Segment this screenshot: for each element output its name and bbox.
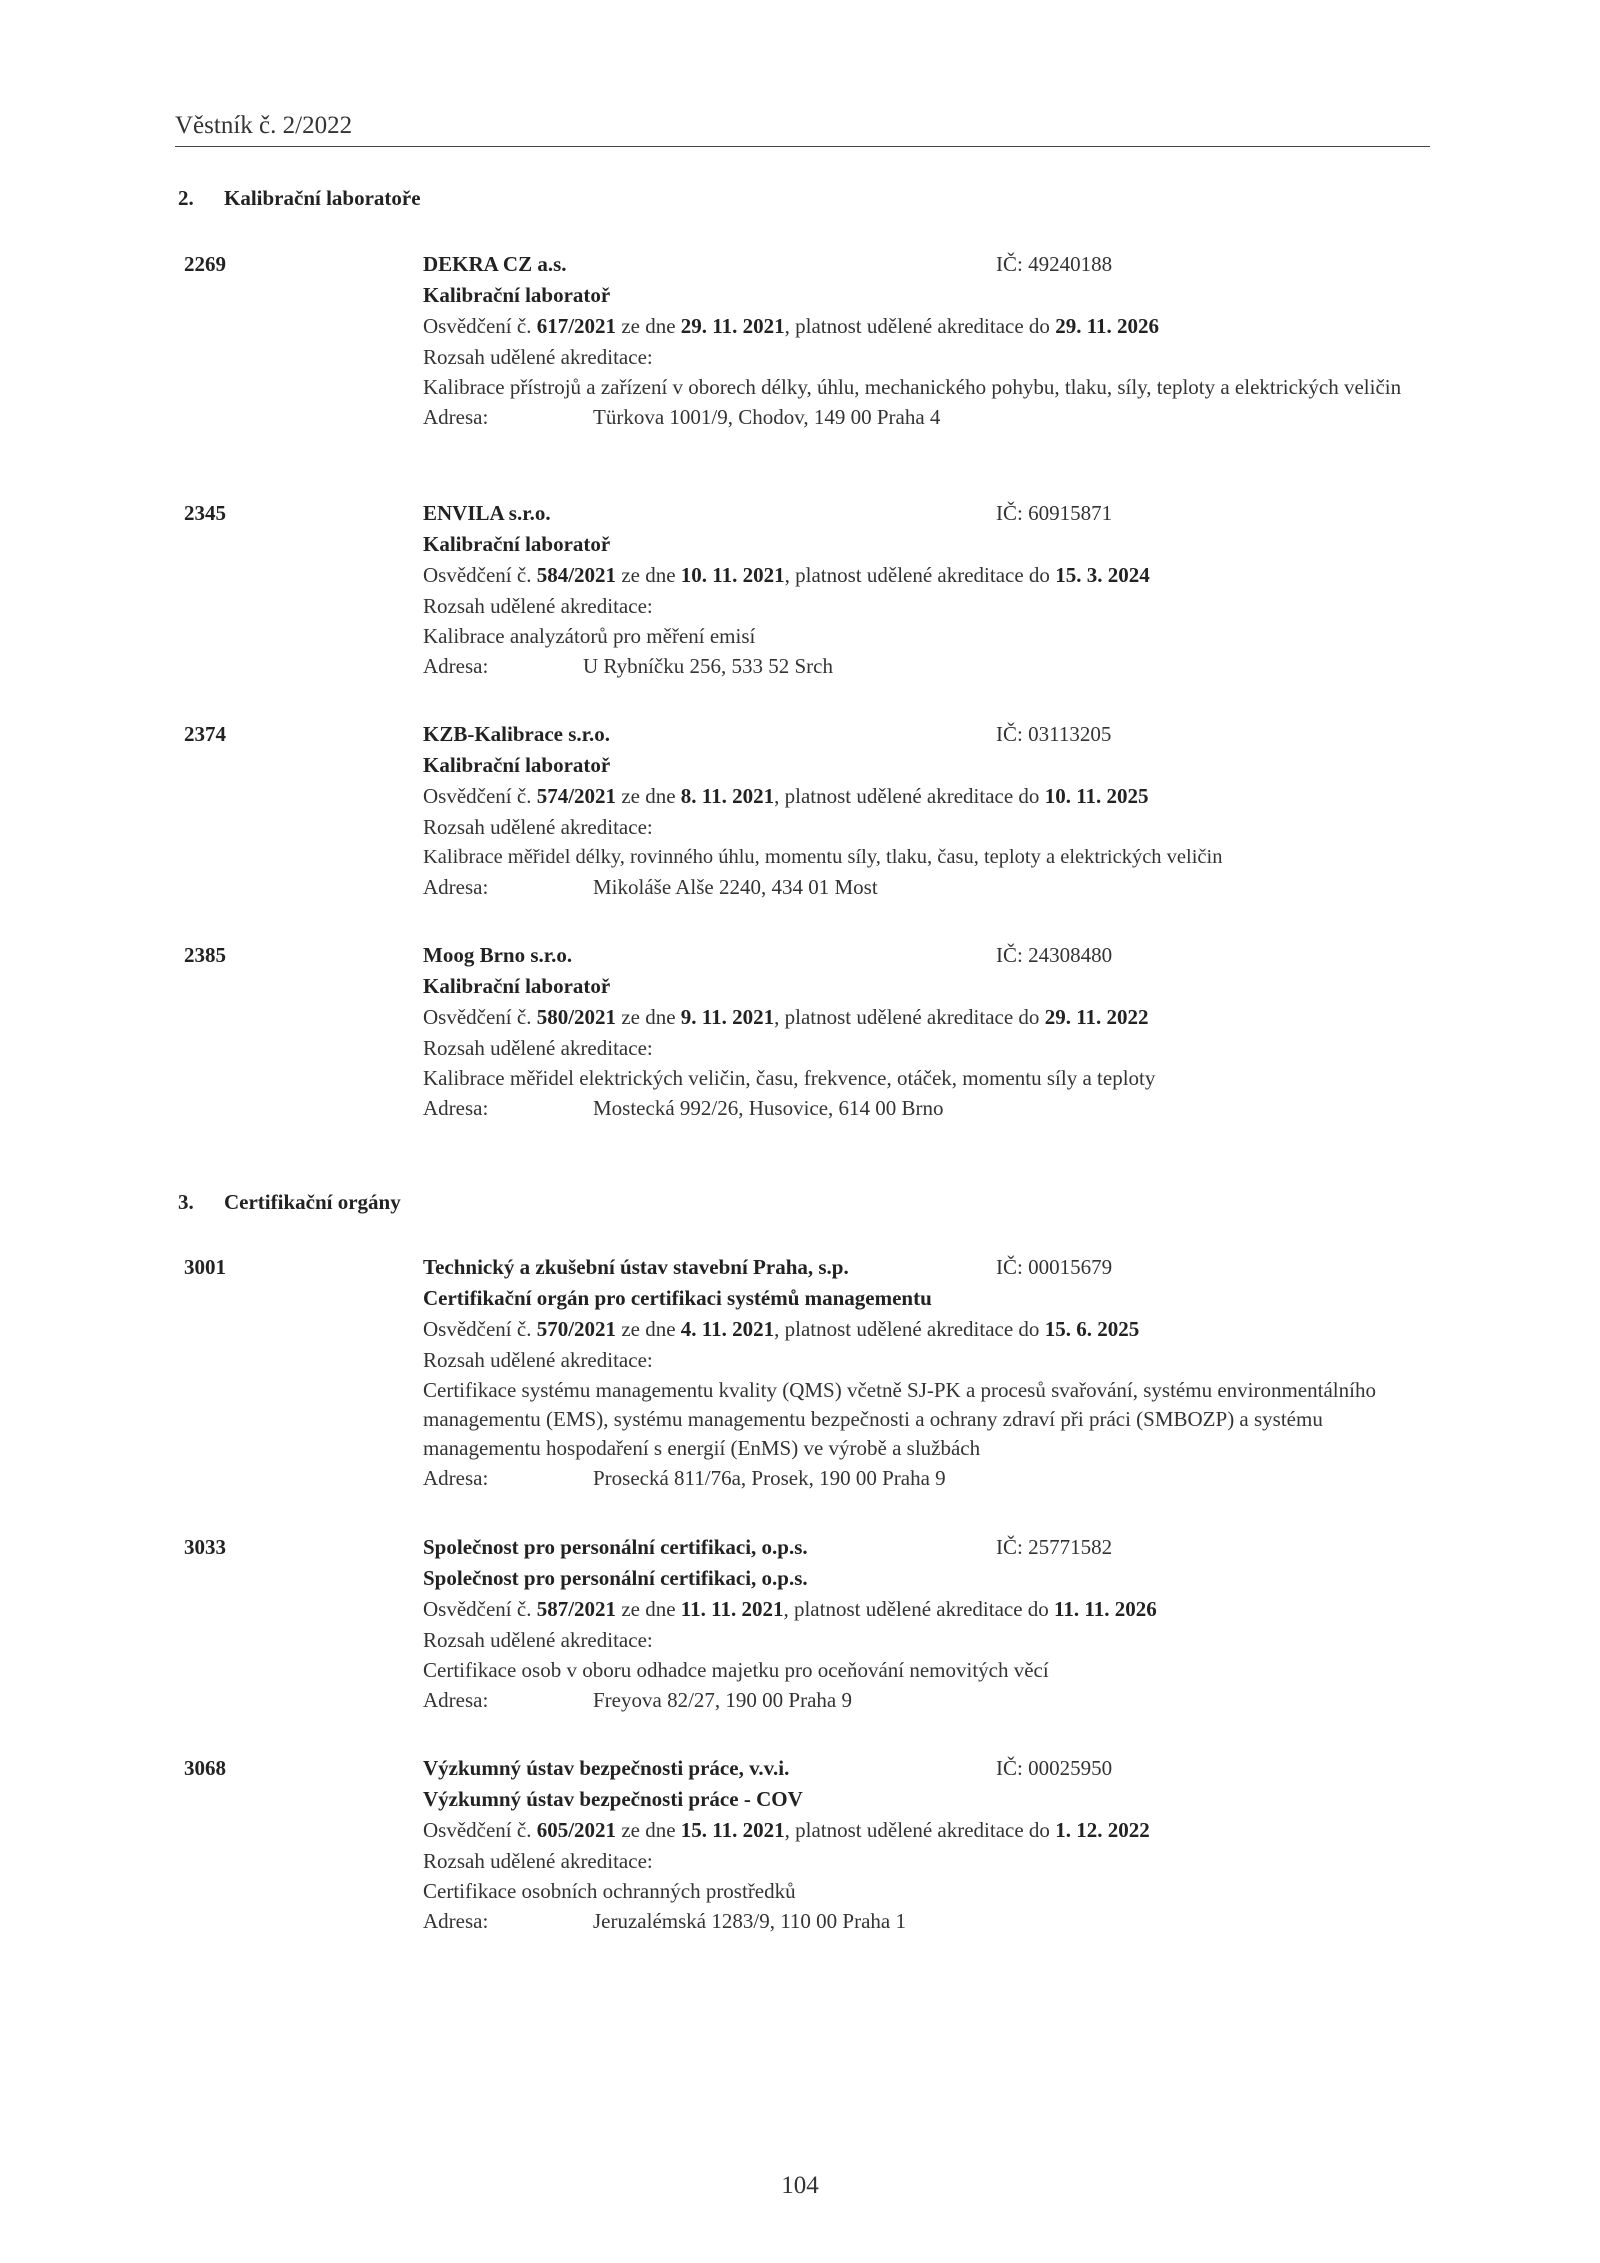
accreditation-entry (184, 1252, 1414, 1502)
scope-label: Rozsah udělené akreditace: (423, 1036, 653, 1060)
entry-code: 2374 (184, 722, 226, 746)
subject-type: Výzkumný ústav bezpečnosti práce - COV (423, 1787, 803, 1811)
ic-number: IČ: 00025950 (996, 1756, 1113, 1780)
ic-number: IČ: 60915871 (996, 501, 1113, 525)
page-number: 104 (781, 2172, 819, 2199)
entry-code: 2385 (184, 943, 226, 967)
certificate-line: Osvědčení č. 587/2021 ze dne 11. 11. 2021, platnost udělené akreditace do 11. 11. 2026 (423, 1597, 1157, 1621)
section-number: 2. (178, 186, 194, 210)
scope-label: Rozsah udělené akreditace: (423, 1849, 653, 1873)
address-line: Adresa: Prosecká 811/76a, Prosek, 190 00 Praha 9 (423, 1466, 946, 1490)
entry-code: 2269 (184, 252, 226, 276)
scope-label: Rozsah udělené akreditace: (423, 1348, 653, 1372)
section-title: Certifikační orgány (224, 1190, 401, 1214)
certificate-line: Osvědčení č. 617/2021 ze dne 29. 11. 2021, platnost udělené akreditace do 29. 11. 2026 (423, 314, 1160, 338)
entry-code: 3001 (184, 1255, 226, 1279)
section-heading (178, 1190, 401, 1215)
section-heading (178, 186, 421, 211)
subject-type: Kalibrační laboratoř (423, 753, 611, 777)
ic-number: IČ: 00015679 (996, 1255, 1113, 1279)
subject-type: Certifikační orgán pro certifikaci systémů managementu (423, 1286, 932, 1310)
accreditation-entry (184, 498, 1414, 688)
entity-name: Výzkumný ústav bezpečnosti práce, v.v.i. (423, 1756, 790, 1780)
scope-text: Certifikace osob v oboru odhadce majetku pro oceňování nemovitých věcí (423, 1658, 1049, 1682)
entry-code: 3068 (184, 1756, 226, 1780)
section-title: Kalibrační laboratoře (224, 186, 421, 210)
address-line: Adresa: Freyova 82/27, 190 00 Praha 9 (423, 1688, 852, 1712)
page-header-title: Věstník č. 2/2022 (175, 112, 353, 139)
ic-number: IČ: 24308480 (996, 943, 1113, 967)
entity-name: Technický a zkušební ústav stavební Praha, s.p. (423, 1255, 849, 1279)
accreditation-entry (184, 1753, 1414, 1943)
subject-type: Kalibrační laboratoř (423, 283, 611, 307)
entity-name: Společnost pro personální certifikaci, o.p.s. (423, 1535, 808, 1559)
accreditation-entry (184, 719, 1414, 909)
address-line: Adresa: Mikoláše Alše 2240, 434 01 Most (423, 875, 878, 899)
certificate-line: Osvědčení č. 570/2021 ze dne 4. 11. 2021, platnost udělené akreditace do 15. 6. 2025 (423, 1317, 1140, 1341)
scope-label: Rozsah udělené akreditace: (423, 815, 653, 839)
subject-type: Kalibrační laboratoř (423, 532, 611, 556)
certificate-line: Osvědčení č. 605/2021 ze dne 15. 11. 2021, platnost udělené akreditace do 1. 12. 2022 (423, 1818, 1150, 1842)
scope-label: Rozsah udělené akreditace: (423, 594, 653, 618)
certificate-line: Osvědčení č. 580/2021 ze dne 9. 11. 2021, platnost udělené akreditace do 29. 11. 2022 (423, 1005, 1149, 1029)
certificate-line: Osvědčení č. 584/2021 ze dne 10. 11. 2021, platnost udělené akreditace do 15. 3. 2024 (423, 563, 1150, 587)
accreditation-entry (184, 940, 1414, 1130)
scope-text: Certifikace osobních ochranných prostředků (423, 1879, 796, 1903)
subject-type: Společnost pro personální certifikaci, o.p.s. (423, 1566, 808, 1590)
header-divider (175, 146, 1430, 147)
address-line: Adresa: Türkova 1001/9, Chodov, 149 00 Praha 4 (423, 405, 941, 429)
scope-text: Certifikace systému managementu kvality (QMS) včetně SJ-PK a procesů svařování, systému environmentálního managementu (EMS), systému managementu bezpečnosti a ochrany zdraví při práci (SMBOZP) a systému managementu hospodaření s energií (EnMS) ve výrobě a službách (423, 1378, 1376, 1460)
entry-code: 2345 (184, 501, 226, 525)
scope-label: Rozsah udělené akreditace: (423, 345, 653, 369)
ic-number: IČ: 49240188 (996, 252, 1113, 276)
entity-name: ENVILA s.r.o. (423, 501, 551, 525)
accreditation-entry (184, 1532, 1414, 1722)
address-line: Adresa: U Rybníčku 256, 533 52 Srch (423, 654, 833, 678)
entry-code: 3033 (184, 1535, 226, 1559)
entity-name: KZB-Kalibrace s.r.o. (423, 722, 611, 746)
scope-text: Kalibrace analyzátorů pro měření emisí (423, 624, 756, 648)
accreditation-entry (184, 249, 1414, 469)
section-number: 3. (178, 1190, 194, 1214)
scope-label: Rozsah udělené akreditace: (423, 1628, 653, 1652)
ic-number: IČ: 03113205 (996, 722, 1112, 746)
entity-name: Moog Brno s.r.o. (423, 943, 573, 967)
certificate-line: Osvědčení č. 574/2021 ze dne 8. 11. 2021, platnost udělené akreditace do 10. 11. 2025 (423, 784, 1149, 808)
scope-text: Kalibrace přístrojů a zařízení v oborech délky, úhlu, mechanického pohybu, tlaku, síly, teploty a elektrických veličin (423, 375, 1402, 399)
entity-name: DEKRA CZ a.s. (423, 252, 567, 276)
address-line: Adresa: Mostecká 992/26, Husovice, 614 00 Brno (423, 1096, 944, 1120)
scope-text: Kalibrace měřidel elektrických veličin, času, frekvence, otáček, momentu síly a teploty (423, 1066, 1156, 1090)
address-line: Adresa: Jeruzalémská 1283/9, 110 00 Praha 1 (423, 1909, 906, 1933)
subject-type: Kalibrační laboratoř (423, 974, 611, 998)
scope-text: Kalibrace měřidel délky, rovinného úhlu, momentu síly, tlaku, času, teploty a elektrických veličin (423, 846, 1223, 868)
ic-number: IČ: 25771582 (996, 1535, 1113, 1559)
